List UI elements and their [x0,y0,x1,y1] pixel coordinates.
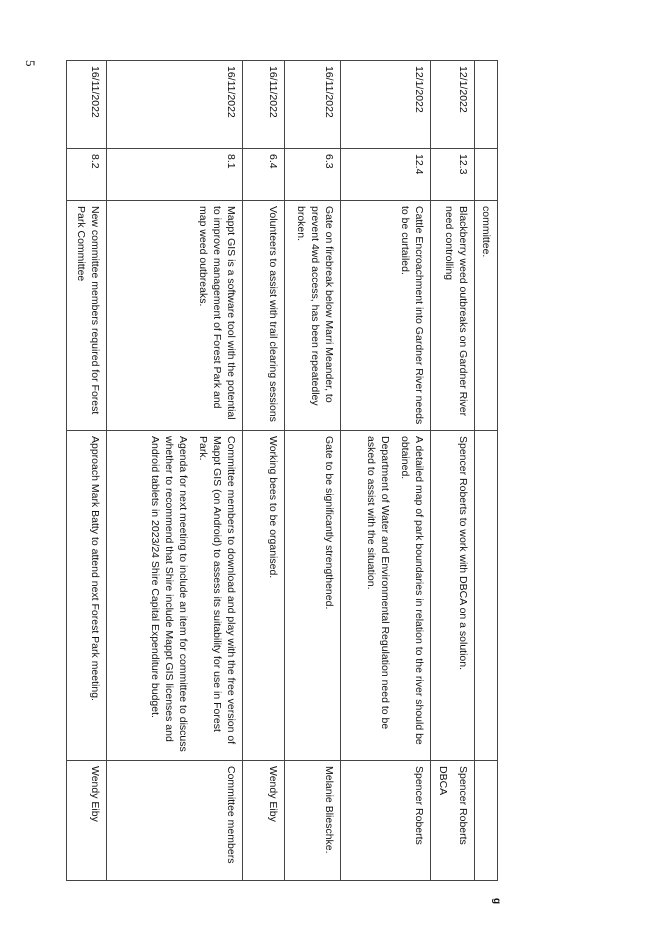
item-cell: 8.1 [107,149,243,201]
responsible-cell [341,761,431,881]
action-text: Spencer Roberts to work with DBCA on a solution. [457,436,469,671]
table-row [67,61,107,881]
action-items-table [66,60,498,881]
action-cell [475,431,498,761]
action-text: Committee members to download and play with the free version of Mappt GIS (on Android) to assess its suitability for use in Forest Park. [197,436,237,745]
date-cell [475,61,498,149]
action-text: Agenda for next meeting to include an item for committee to discuss whether to recommend that Shire include Mappt GIS licenses and Android tablets in 2023/24 Shire Capital Expenditure budget. [149,436,189,752]
action-cell [243,431,285,761]
action-cell [431,431,475,761]
table-row [285,61,341,881]
action-cell [67,431,107,761]
responsible-text: Melanie Blieschke. [323,766,335,854]
responsible-text: Spencer Roberts [413,766,425,845]
date-cell: 12/1/2022 [341,61,431,149]
action-items-table-wrapper [68,60,498,880]
action-text: Department of Water and Environmental Regulation need to be asked to assist with the situation. [365,436,391,730]
date-cell: 16/11/2022 [243,61,285,149]
responsible-cell [431,761,475,881]
action-text: Working bees to be organised. [267,436,279,579]
date-cell: 16/11/2022 [285,61,341,149]
item-cell: 12.3 [431,149,475,201]
table-row [475,61,498,881]
responsible-cell [285,761,341,881]
responsible-text: Spencer Roberts [457,766,469,845]
item-cell: 8.2 [67,149,107,201]
action-text: Gate to be significantly strengthened. [323,436,335,610]
responsible-text: Committee members [225,766,237,864]
responsible-cell [243,761,285,881]
date-cell: 16/11/2022 [67,61,107,149]
action-cell [107,431,243,761]
item-cell: 6.4 [243,149,285,201]
action-cell [285,431,341,761]
issue-cell: committee. [475,201,498,431]
issue-cell: Cattle Encroachment into Gardner River needs to be curtailed. [341,201,431,431]
issue-cell: Blackberry weed outbreaks on Gardner River need controlling [431,201,475,431]
responsible-cell [107,761,243,881]
issue-cell: Mappt GIS is a software tool with the potential to improve management of Forest Park and map weed outbreaks. [107,201,243,431]
item-cell: 6.3 [285,149,341,201]
issue-cell: Volunteers to assist with trail clearing sessions [243,201,285,431]
responsible-text: Wendy Eiby [89,766,101,822]
table-row [243,61,285,881]
table-row [341,61,431,881]
item-cell [475,149,498,201]
date-cell: 16/11/2022 [107,61,243,149]
footer-mark: g [491,898,502,905]
issue-cell: Gate on firebreak below Marri Meander, to prevent 4wd access, has been repeatedley broken. [285,201,341,431]
issue-cell: New committee members required for Forest Park Committee [67,201,107,431]
responsible-cell [475,761,498,881]
table-row [431,61,475,881]
action-text: A detailed map of park boundaries in relation to the river should be obtained. [399,436,425,745]
action-text: Approach Mark Batty to attend next Forest Park meeting. [89,436,101,701]
responsible-text: DBCA [437,766,449,796]
action-cell [341,431,431,761]
date-cell: 12/1/2022 [431,61,475,149]
item-cell: 12.4 [341,149,431,201]
table-row [107,61,243,881]
responsible-text: Wendy Eiby [267,766,279,822]
page-number: 5 [23,60,38,67]
responsible-cell [67,761,107,881]
